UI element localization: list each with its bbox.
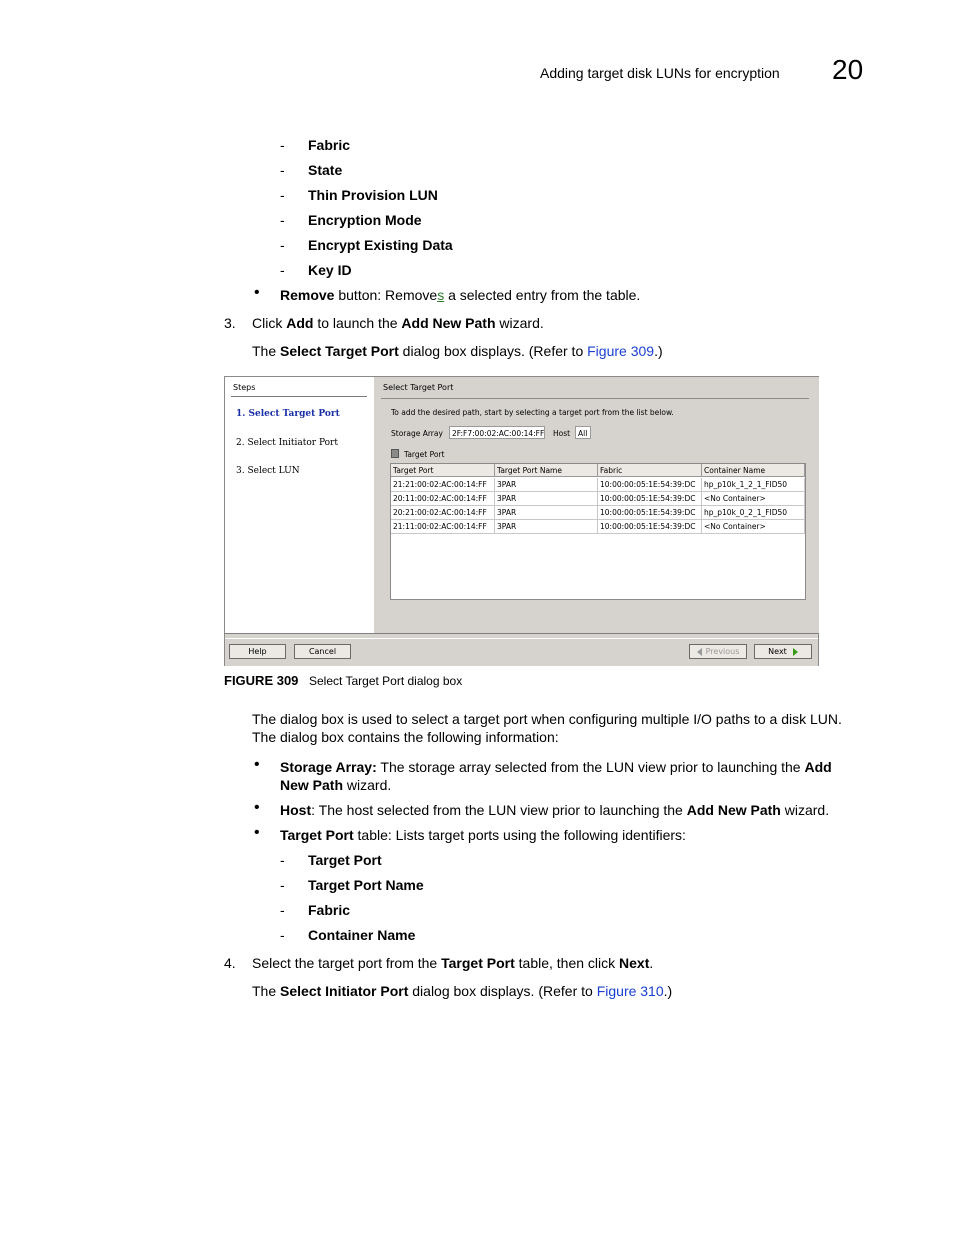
- select-target-port-dialog: [224, 376, 819, 666]
- step-select-initiator-port[interactable]: 2. Select Initiator Port: [236, 438, 338, 448]
- arrow-left-icon: [697, 648, 702, 656]
- table-cell: <No Container>: [702, 520, 805, 534]
- step3-subtext: The Select Target Port dialog box displays. (Refer to Figure 309.): [252, 343, 663, 359]
- table-cell: 3PAR: [495, 506, 598, 520]
- table-cell: 3PAR: [495, 520, 598, 534]
- list-item: - Encryption Mode: [280, 212, 422, 228]
- bullet-dot: •: [254, 284, 260, 301]
- bullet-dot: •: [254, 799, 260, 816]
- dialog-footer: [225, 633, 818, 666]
- storage-icon: [391, 449, 399, 458]
- list-item: - Target Port Name: [280, 877, 424, 893]
- list-item: - Fabric: [280, 137, 351, 153]
- table-cell: 10:00:00:05:1E:54:39:DC: [598, 520, 702, 534]
- storage-array-label: Storage Array: [391, 429, 443, 438]
- column-header[interactable]: Fabric: [598, 464, 702, 477]
- instruction-text: To add the desired path, start by selecting a target port from the list below.: [391, 408, 674, 417]
- paragraph-line: The dialog box contains the following information:: [252, 729, 559, 745]
- step3-text: Click Add to launch the Add New Path wizard.: [252, 315, 544, 331]
- table-cell: hp_p10k_1_2_1_FID50: [702, 478, 805, 492]
- target-port-bullet: Target Port table: Lists target ports using the following identifiers:: [280, 827, 686, 843]
- table-cell: 3PAR: [495, 478, 598, 492]
- main-panel: [374, 377, 819, 633]
- running-header: Adding target disk LUNs for encryption: [540, 65, 780, 81]
- steps-header: Steps: [233, 383, 256, 392]
- cancel-button[interactable]: Cancel: [294, 644, 351, 659]
- step-select-lun[interactable]: 3. Select LUN: [236, 466, 300, 476]
- host-field[interactable]: All: [575, 426, 591, 439]
- step-number: 4.: [224, 955, 236, 971]
- list-item: - Container Name: [280, 927, 416, 943]
- table-cell: 20:11:00:02:AC:00:14:FF: [391, 492, 495, 506]
- table-cell: 10:00:00:05:1E:54:39:DC: [598, 506, 702, 520]
- host-label: Host: [553, 429, 571, 438]
- help-button[interactable]: Help: [229, 644, 286, 659]
- table-cell: 3PAR: [495, 492, 598, 506]
- divider: [231, 396, 367, 397]
- storage-array-bullet-line2: New Path wizard.: [280, 777, 392, 793]
- remove-bullet-text: Remove button: Removes a selected entry from the table.: [280, 287, 641, 303]
- column-header[interactable]: Target Port: [391, 464, 495, 477]
- storage-array-bullet: Storage Array: The storage array selected from the LUN view prior to launching the Add: [280, 759, 832, 775]
- steps-panel: [225, 377, 374, 633]
- arrow-right-icon: [793, 648, 798, 656]
- target-port-label: Target Port: [404, 450, 445, 459]
- table-cell: 21:11:00:02:AC:00:14:FF: [391, 520, 495, 534]
- host-bullet: Host: The host selected from the LUN view prior to launching the Add New Path wizard.: [280, 802, 830, 818]
- figure-caption: Select Target Port dialog box: [309, 674, 463, 688]
- list-item: - Target Port: [280, 852, 382, 868]
- panel-title: Select Target Port: [383, 383, 454, 392]
- divider: [225, 638, 818, 639]
- table-cell: <No Container>: [702, 492, 805, 506]
- chapter-number: 20: [832, 54, 864, 85]
- bullet-dot: •: [254, 824, 260, 841]
- figure-label: FIGURE 309: [224, 673, 299, 688]
- list-item: - Thin Provision LUN: [280, 187, 438, 203]
- step-select-target-port[interactable]: 1. Select Target Port: [236, 409, 340, 419]
- previous-button[interactable]: Previous: [689, 644, 747, 659]
- list-item: - Fabric: [280, 902, 351, 918]
- table-cell: 10:00:00:05:1E:54:39:DC: [598, 492, 702, 506]
- list-item: - Encrypt Existing Data: [280, 237, 453, 253]
- step4-text: Select the target port from the Target Port table, then click Next.: [252, 955, 654, 971]
- step-number: 3.: [224, 315, 236, 331]
- figure-310-link[interactable]: Figure 310: [596, 983, 664, 999]
- column-header[interactable]: Target Port Name: [495, 464, 598, 477]
- figure-309-link[interactable]: Figure 309: [587, 343, 655, 359]
- list-item: - Key ID: [280, 262, 352, 278]
- column-header[interactable]: Container Name: [702, 464, 805, 477]
- divider: [381, 398, 809, 399]
- list-item: - State: [280, 162, 343, 178]
- next-button[interactable]: Next: [754, 644, 812, 659]
- step4-subtext: The Select Initiator Port dialog box displays. (Refer to Figure 310.): [252, 983, 673, 999]
- table-cell: 10:00:00:05:1E:54:39:DC: [598, 478, 702, 492]
- bullet-dot: •: [254, 756, 260, 773]
- paragraph-line: The dialog box is used to select a target port when configuring multiple I/O paths to a disk LUN.: [252, 711, 842, 727]
- table-cell: hp_p10k_0_2_1_FID50: [702, 506, 805, 520]
- storage-array-field[interactable]: 2F:F7:00:02:AC:00:14:FF: [449, 426, 545, 439]
- table-cell: 20:21:00:02:AC:00:14:FF: [391, 506, 495, 520]
- target-port-table: [390, 463, 806, 600]
- table-cell: 21:21:00:02:AC:00:14:FF: [391, 478, 495, 492]
